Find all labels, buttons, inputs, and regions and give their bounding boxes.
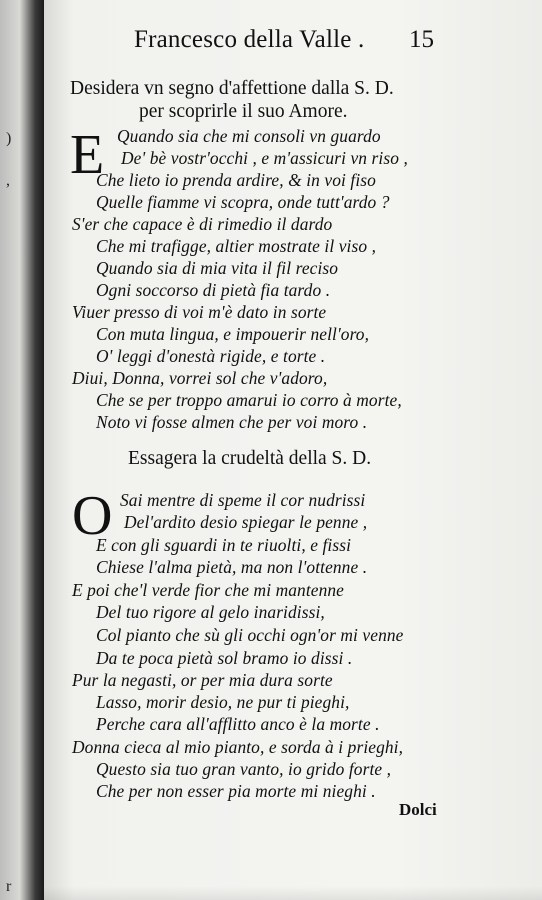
page-header xyxy=(124,24,484,58)
catchword: Dolci xyxy=(399,800,437,819)
page-bottom-shadow xyxy=(44,886,542,900)
verse-line: Quando sia di mia vita il fil reciso xyxy=(96,258,339,278)
verse-line: Che mi trafigge, altier mostrate il viso , xyxy=(96,236,377,256)
verse-line: Quando sia che mi consoli vn guardo xyxy=(117,126,381,146)
poem-heading: Desidera vn segno d'affettione dalla S. D. xyxy=(70,78,394,99)
verse-line: Ogni soccorso di pietà fia tardo . xyxy=(96,280,331,300)
previous-page-mark: r xyxy=(6,878,12,895)
verse-line: Che lieto io prenda ardire, & in voi fiso xyxy=(96,170,376,190)
verse-line: Perche cara all'afflitto anco è la morte . xyxy=(96,714,380,734)
verse-line: Del tuo rigore al gelo inaridissi, xyxy=(96,602,325,622)
verse-line: Con muta lingua, e impouerir nell'oro, xyxy=(96,324,370,344)
verse-line: Sai mentre di speme il cor nudrissi xyxy=(120,490,366,510)
verse-line: Col pianto che sù gli occhi ogn'or mi venne xyxy=(96,625,404,645)
drop-cap: O xyxy=(72,485,113,547)
verse-line: Quelle fiamme vi scopra, onde tutt'ardo ? xyxy=(96,192,390,212)
verse-line: Donna cieca al mio pianto, e sorda à i prieghi, xyxy=(72,737,404,757)
verse-line: Che per non esser pia morte mi nieghi . xyxy=(96,781,376,801)
poem-heading: per scoprirle il suo Amore. xyxy=(139,101,348,122)
book-page xyxy=(44,0,542,900)
previous-page-mark: , xyxy=(6,172,10,189)
verse-line: Lasso, morir desio, ne pur ti pieghi, xyxy=(96,692,350,712)
verse-line: Questo sia tuo gran vanto, io grido forte , xyxy=(96,759,392,779)
verse-line: O' leggi d'onestà rigide, e torte . xyxy=(96,346,326,366)
page-number: 15 xyxy=(409,26,434,53)
verse-line: E con gli sguardi in te riuolti, e fissi xyxy=(96,535,352,555)
verse-line: Diui, Donna, vorrei sol che v'adoro, xyxy=(72,368,328,388)
verse-line: Che se per troppo amarui io corro à morte, xyxy=(96,390,402,410)
verse-line: Del'ardito desio spiegar le penne , xyxy=(124,512,368,532)
drop-cap: E xyxy=(70,124,105,186)
verse-line: Da te poca pietà sol bramo io dissi . xyxy=(96,648,353,668)
running-title: Francesco della Valle . xyxy=(134,26,365,53)
verse-line: Pur la negasti, or per mia dura sorte xyxy=(72,670,333,690)
verse-line: S'er che capace è di rimedio il dardo xyxy=(72,214,333,234)
verse-line: De' bè vostr'occhi , e m'assicuri vn riso , xyxy=(121,148,408,168)
previous-page-mark: ) xyxy=(6,130,12,147)
verse-line: Chiese l'alma pietà, ma non l'ottenne . xyxy=(96,557,368,577)
previous-page-edge xyxy=(0,0,30,900)
verse-line: E poi che'l verde fior che mi mantenne xyxy=(72,580,344,600)
poem-heading: Essagera la crudeltà della S. D. xyxy=(128,448,372,469)
verse-line: Viuer presso di voi m'è dato in sorte xyxy=(72,302,327,322)
verse-line: Noto vi fosse almen che per voi moro . xyxy=(96,412,368,432)
